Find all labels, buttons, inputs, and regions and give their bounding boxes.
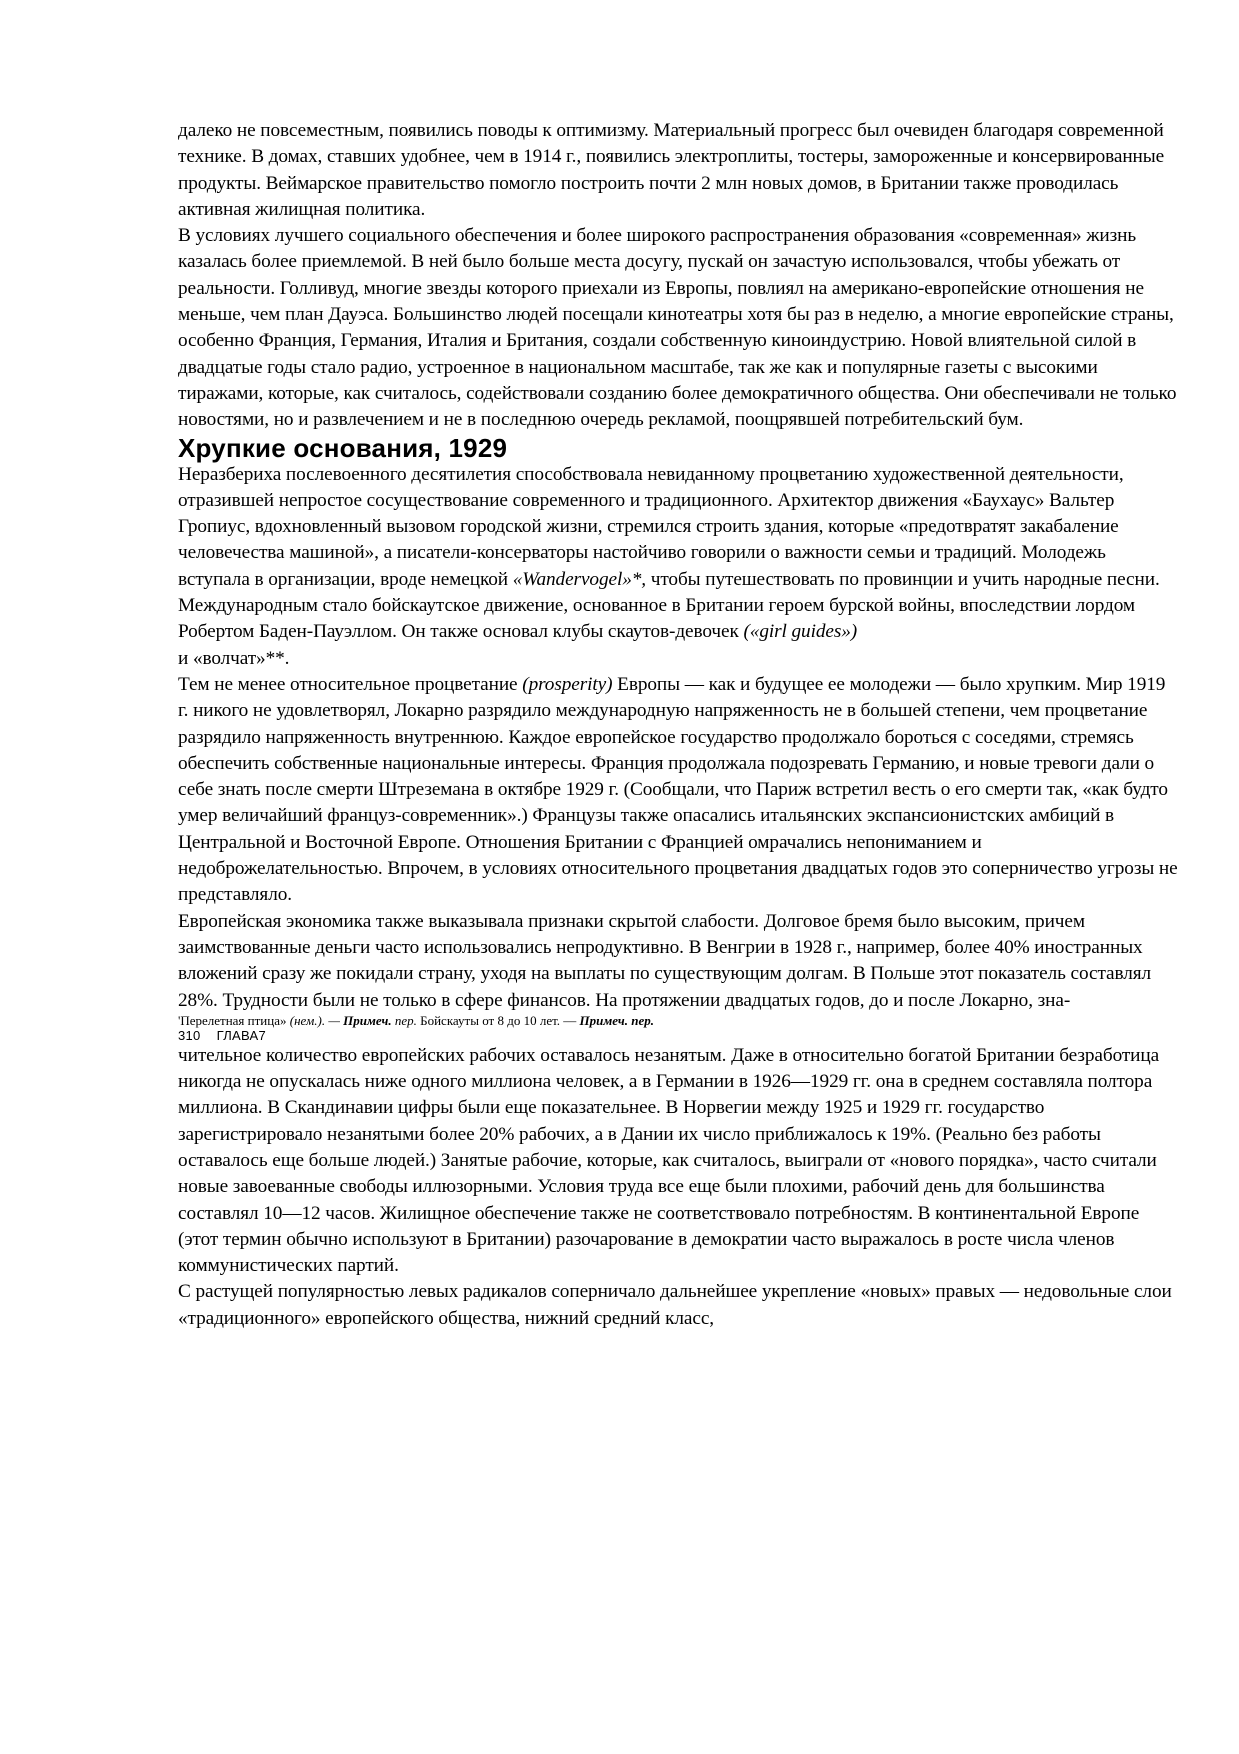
paragraph: чительное количество европейских рабочих оставалось незанятым. Даже в относительно богатой Британии безработица никогда не опускалась ниже одного миллиона человек, а в Германии в 1926—1929 гг. она в среднем составляла полтора миллиона. В Скандинавии цифры были еще показательнее. В Норвегии между 1925 и 1929 гг. государство зарегистрировало незанятыми более 20% рабочих, а в Дании их число приближалось к 19%. (Реально без работы оставалось еще больше людей.) Занятые рабочие, которые, как считалось, выиграли от «нового порядка», часто считали новые завоеванные свободы иллюзорными. Условия труда все еще были плохими, рабочий день для большинства составлял 10—12 часов. Жилищное обеспечение также не соответствовало потребностям. В континентальной Европе (этот термин обычно используют в Британии) разочарование в демократии часто выражалось в росте числа членов коммунистических партий.: [178, 1044, 1160, 1277]
footnote-abbrev: пер.: [391, 1012, 417, 1028]
italic-term: «Wandervogel»*,: [512, 568, 647, 590]
document-page: [178, 118, 1178, 1332]
italic-term: (prosperity): [522, 673, 613, 695]
running-head: [178, 1028, 1178, 1043]
footnote: [178, 1014, 1178, 1028]
paragraph-text: Неразбериха послевоенного десятилетия способствовала невиданному процветанию художественной деятельности, отразившей непростое сосуществование современного и традиционного. Архитектор движения «Баухаус» Вальтер Гропиус, вдохновленный вызовом городской жизни, стремился строить здания, которые «предотвратят закабаление человечества машиной», а писатели-консерваторы настойчиво говорили о важности семьи и традиций. Молодежь вступала в организации, вроде немецкой: [178, 463, 1124, 590]
footnote-note-label: Примеч. пер.: [576, 1012, 654, 1028]
paragraph-text: Европы — как и будущее ее молодежи — было хрупким. Мир 1919 г. никого не удовлетворял, Локарно разрядило международную напряженность не в большей степени, чем процветание разрядило напряженность внутреннюю. Каждое европейское государство продолжало бороться с соседями, стремясь обеспечить собственные национальные интересы. Франция продолжала подозревать Германию, и новые тревоги дали о себе знать после смерти Штреземана в октябре 1929 г. (Сообщали, что Париж встретил весть о его смерти так, «как будто умер величайший француз-современник».) Французы также опасались итальянских экспансионистских амбиций в Центральной и Восточной Европе. Отношения Британии с Францией омрачались непониманием и недоброжелательностью. Впрочем, в условиях относительного процветания двадцатых годов это соперничество угрозы не представляло.: [178, 673, 1178, 906]
italic-term: («girl guides»): [743, 621, 858, 643]
paragraph: В условиях лучшего социального обеспечения и более широкого распространения образования «современная» жизнь казалась более приемлемой. В ней было больше места досугу, пускай он зачастую использовался, чтобы убежать от реальности. Голливуд, многие звезды которого приехали из Европы, повлиял на американо-европейские отношения не меньше, чем план Дауэса. Большинство людей посещали кинотеатры хотя бы раз в неделю, а многие европейские страны, особенно Франция, Германия, Италия и Британия, создали собственную киноиндустрию. Новой влиятельной силой в двадцатые годы стало радио, устроенное в национальном масштабе, так же как и популярные газеты с высокими тиражами, которые, как считалось, содействовали созданию более демократичного общества. Они обеспечивали не только новостями, но и развлечением и не в последнюю очередь рекламой, поощрявшей потребительский бум.: [178, 225, 1177, 431]
page-number: 310: [178, 1027, 201, 1043]
paragraph: [178, 462, 1178, 646]
paragraph: [178, 672, 1178, 909]
footnote-note-label: Примеч.: [339, 1012, 392, 1028]
section-heading: Хрупкие основания, 1929: [178, 432, 508, 463]
paragraph: далеко не повсеместным, появились поводы к оптимизму. Материальный прогресс был очевиден благодаря современной технике. В домах, ставших удобнее, чем в 1914 г., появились электроплиты, тостеры, замороженные и консервированные продукты. Веймарское правительство помогло построить почти 2 млн новых домов, в Британии также проводилась активная жилищная политика.: [178, 120, 1165, 220]
paragraph: С растущей популярностью левых радикалов соперничало дальнейшее укрепление «новых» правых — недовольные слои «традиционного» европейского общества, нижний средний класс,: [178, 1281, 1172, 1329]
paragraph: Европейская экономика также выказывала признаки скрытой слабости. Долговое бремя было высоким, причем заимствованные деньги часто использовались непродуктивно. В Венгрии в 1928 г., например, более 40% иностранных вложений сразу же покидали страну, уходя на выплаты по существующим долгам. В Польше этот показатель составлял 28%. Трудности были не только в сфере финансов. На протяжении двадцатых годов, до и после Локарно, зна-: [178, 910, 1152, 1011]
paragraph-text: чтобы путешествовать по провинции и учить народные песни. Международным стало бойскаутское движение, основанное в Британии героем бурской войны, впоследствии лордом Робертом Баден-Пауэллом. Он также основал клубы скаутов-девочек: [178, 568, 1160, 643]
paragraph-text: Тем не менее относительное процветание: [178, 673, 523, 695]
footnote-text: Бойскауты от 8 до 10 лет. —: [416, 1012, 577, 1028]
chapter-label: ГЛАВА7: [216, 1027, 267, 1043]
paragraph: и «волчат»**.: [178, 647, 290, 669]
footnote-text: 'Перелетная птица»: [178, 1012, 290, 1028]
footnote-abbrev: (нем.). —: [289, 1012, 340, 1028]
